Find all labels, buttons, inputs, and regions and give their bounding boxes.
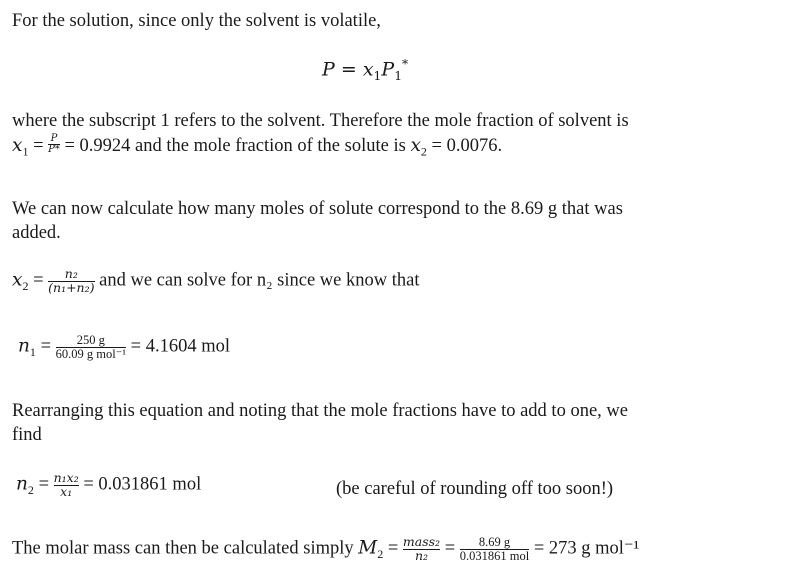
eq3-fraction — [56, 334, 126, 360]
eq3-lhs-sub: 1 — [29, 344, 36, 359]
paragraph-subscript: where the subscript 1 refers to the solvent. Therefore the mole fraction of solvent is — [12, 111, 629, 131]
eq4-fraction — [54, 472, 79, 498]
eq5-text: The molar mass can then be calculated simply — [12, 538, 354, 559]
equation-n2 — [16, 472, 201, 498]
eq2-equals: = — [33, 270, 44, 291]
eq4-value: = 0.031861 mol — [83, 474, 202, 495]
eq1-p-sub: 1 — [394, 69, 403, 84]
paragraph-rearranging-cont: find — [12, 425, 42, 445]
eq1-lhs: P — [322, 58, 335, 81]
eq2-lhs: x — [12, 269, 23, 291]
eq3-lhs: n — [18, 335, 30, 357]
eq5-fraction-2 — [460, 536, 529, 562]
eq4-den: x₁ — [60, 483, 73, 499]
eq2-lhs-sub: 2 — [22, 278, 29, 293]
eq5-den1: n₂ — [414, 547, 429, 563]
frac-num: P — [48, 134, 60, 145]
eq4-lhs-sub: 2 — [27, 482, 34, 497]
paragraph-mole-fraction — [12, 133, 503, 159]
x2-value: = 0.0076. — [431, 135, 503, 156]
eq1-equals: = — [340, 58, 357, 81]
x1-symbol: x — [12, 134, 23, 156]
eq4-lhs: n — [16, 473, 28, 495]
equation-raoult — [322, 58, 408, 82]
frac-den: P* — [48, 144, 60, 155]
equation-x2 — [12, 268, 419, 294]
eq4-equals: = — [38, 474, 49, 495]
eq2-fraction — [48, 268, 94, 294]
paragraph-intro: For the solution, since only the solvent is volatile, — [12, 11, 381, 31]
eq5-num1: mass₂ — [402, 534, 441, 549]
eq5-lhs-sub: 2 — [377, 546, 384, 561]
eq5-value: = 273 g mol⁻¹ — [533, 538, 640, 559]
eq5-equals: = — [387, 538, 399, 559]
eq1-x-sub: 1 — [373, 69, 382, 84]
eq3-value: = 4.1604 mol — [130, 336, 231, 357]
eq1-p-sup: * — [402, 57, 409, 71]
eq5-lhs: M — [358, 537, 378, 559]
eq5-fraction-1 — [403, 536, 440, 562]
x1-equals: = — [33, 135, 44, 156]
eq4-num: n₁x₂ — [53, 470, 79, 485]
eq1-p: P — [381, 58, 395, 81]
x2-symbol: x — [410, 134, 421, 156]
eq1-x: x — [362, 58, 374, 81]
eq3-equals: = — [40, 336, 51, 357]
rounding-note: (be careful of rounding off too soon!) — [336, 479, 614, 499]
x2-sub: 2 — [420, 144, 427, 159]
eq2-den: (n₁+n₂) — [48, 279, 95, 295]
eq5-den2: 0.031861 mol — [459, 548, 530, 563]
eq5-num2: 8.69 g — [460, 536, 529, 550]
eq2-num: n₂ — [48, 268, 94, 282]
eq3-den: 60.09 g mol⁻¹ — [55, 346, 127, 361]
paragraph-calculate: We can now calculate how many moles of solute correspond to the 8.69 g that was — [12, 199, 623, 219]
equation-molar-mass — [12, 536, 639, 562]
paragraph-rearranging: Rearranging this equation and noting that the mole fractions have to add to one, we — [12, 401, 628, 421]
paragraph-calculate-cont: added. — [12, 223, 61, 243]
x1-sub: 1 — [22, 144, 29, 159]
equation-n1 — [18, 334, 230, 360]
x1-value-text: = 0.9924 and the mole fraction of the solute is — [64, 135, 406, 156]
eq3-num: 250 g — [56, 334, 126, 348]
eq5-equals-2: = — [444, 538, 456, 559]
fraction-p-over-pstar — [48, 134, 60, 155]
eq2-text: and we can solve for n₂ since we know that — [99, 270, 420, 291]
